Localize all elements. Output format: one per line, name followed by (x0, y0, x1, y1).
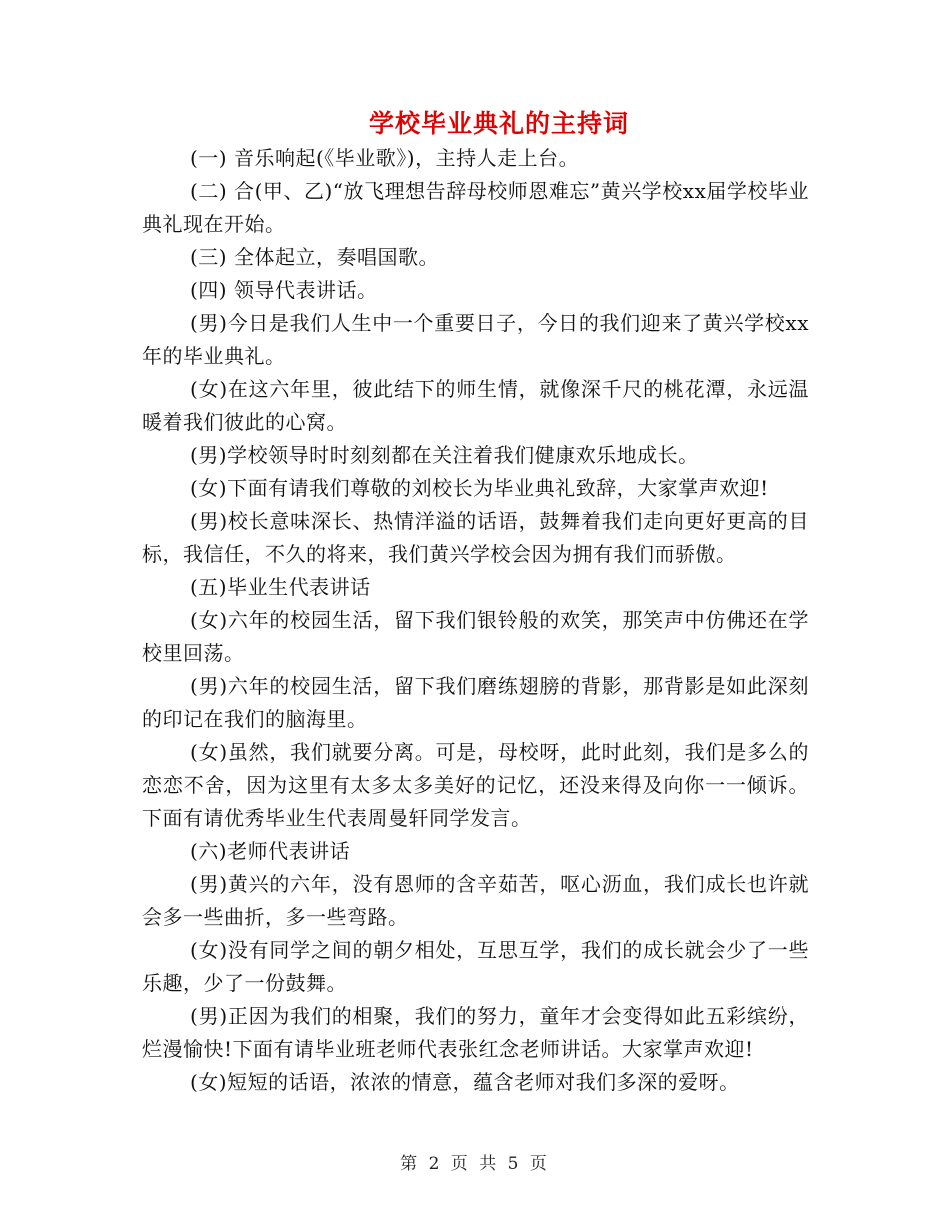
paragraph: (男)黄兴的六年，没有恩师的含辛茹苦，呕心沥血，我们成长也许就会多一些曲折，多一些弯路。 (142, 872, 809, 929)
paragraph: (男)六年的校园生活，留下我们磨练翅膀的背影，那背影是如此深刻的印记在我们的脑海里。 (142, 674, 809, 731)
paragraph: (男)学校领导时时刻刻都在关注着我们健康欢乐地成长。 (190, 443, 699, 467)
paragraph: (一) 音乐响起(《毕业歌》)，主持人走上台。 (190, 146, 580, 170)
paragraph: (五)毕业生代表讲话 (190, 575, 371, 599)
paragraph: (二) 合(甲、乙)“放飞理想告辞母校师恩难忘”黄兴学校xx届学校毕业典礼现在开始。 (142, 179, 809, 236)
paragraph: (三) 全体起立，奏唱国歌。 (190, 245, 439, 269)
paragraph: (四) 领导代表讲话。 (190, 278, 378, 302)
document-body (142, 142, 809, 1099)
paragraph: (男)今日是我们人生中一个重要日子，今日的我们迎来了黄兴学校xx年的毕业典礼。 (142, 311, 809, 368)
page-number: 第 2 页 共 5 页 (400, 1154, 550, 1174)
document-title: 学校毕业典礼的主持词 (368, 109, 629, 138)
paragraph: (女)下面有请我们尊敬的刘校长为毕业典礼致辞，大家掌声欢迎! (190, 476, 769, 500)
paragraph: (男)正因为我们的相聚，我们的努力，童年才会变得如此五彩缤纷，烂漫愉快!下面有请毕业班老师代表张红念老师讲话。大家掌声欢迎! (142, 1004, 809, 1061)
paragraph: (女)短短的话语，浓浓的情意，蕴含老师对我们多深的爱呀。 (190, 1070, 740, 1094)
paragraph: (男)校长意味深长、热情洋溢的话语，鼓舞着我们走向更好更高的目标，我信任，不久的将来，我们黄兴学校会因为拥有我们而骄傲。 (142, 509, 809, 566)
paragraph: (女)虽然，我们就要分离。可是，母校呀，此时此刻，我们是多么的恋恋不舍，因为这里有太多太多美好的记忆，还没来得及向你一一倾诉。下面有请优秀毕业生代表周曼轩同学发言。 (142, 740, 809, 830)
paragraph: (女)在这六年里，彼此结下的师生情，就像深千尺的桃花潭，永远温暖着我们彼此的心窝。 (142, 377, 809, 434)
paragraph: (女)没有同学之间的朝夕相处，互思互学，我们的成长就会少了一些乐趣，少了一份鼓舞。 (142, 938, 809, 995)
paragraph: (女)六年的校园生活，留下我们银铃般的欢笑，那笑声中仿佛还在学校里回荡。 (142, 608, 809, 665)
paragraph: (六)老师代表讲话 (190, 839, 351, 863)
